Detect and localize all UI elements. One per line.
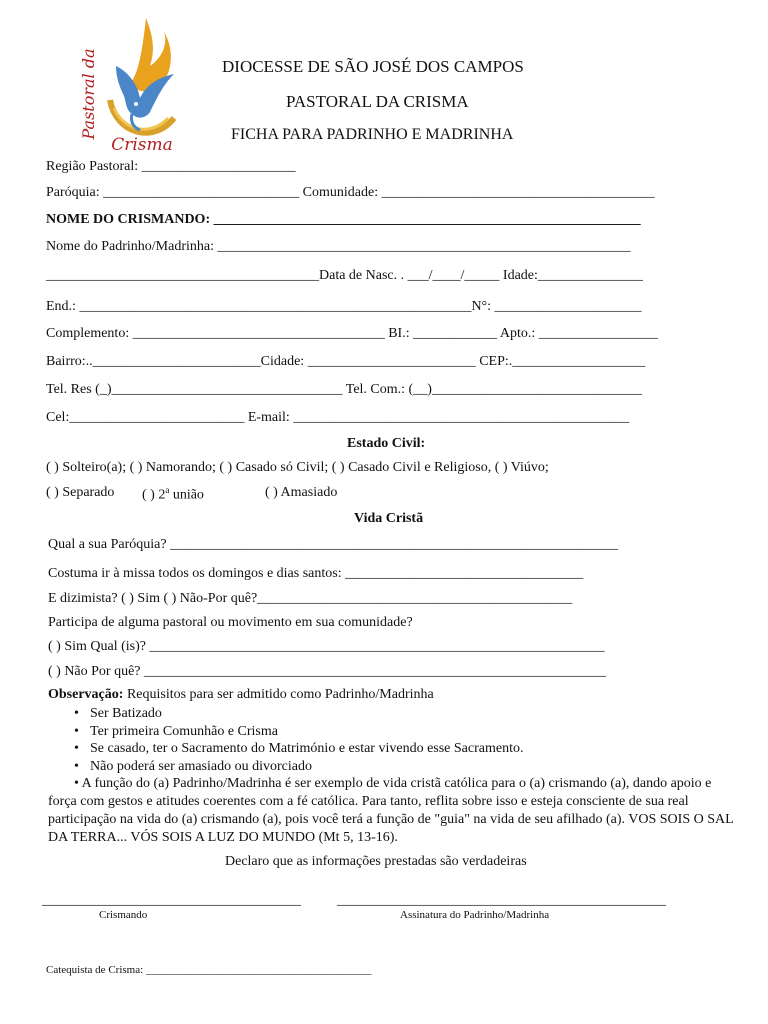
diocese-title: DIOCESSE DE SÃO JOSÉ DOS CAMPOS xyxy=(222,57,524,76)
pastoral-title: PASTORAL DA CRISMA xyxy=(286,92,469,111)
participa-sim-field[interactable]: ( ) Sim Qual (is)? _________________________________________________________________ xyxy=(48,639,605,654)
option-separado[interactable]: ( ) Separado xyxy=(46,485,115,500)
padrinho-signature-line[interactable]: _______________________________________________ xyxy=(337,893,666,908)
nome-crismando-field[interactable]: NOME DO CRISMANDO: _____________________________________________________________ xyxy=(46,212,641,227)
data-nasc-idade-field[interactable]: _______________________________________Data de Nasc. . ___/____/_____ Idade:_______________ xyxy=(46,268,643,283)
catequista-field[interactable]: Catequista de Crisma: _________________________________________ xyxy=(46,964,372,976)
list-item: • Se casado, ter o Sacramento do Matrimónio e estar vivendo esse Sacramento. xyxy=(66,740,523,758)
participa-nao-field[interactable]: ( ) Não Por quê? __________________________________________________________________ xyxy=(48,664,607,679)
endereco-field[interactable]: End.: ________________________________________________________N°: _____________________ xyxy=(46,299,642,314)
crismando-signature-line[interactable]: _____________________________________ xyxy=(42,893,301,908)
option-amasiado[interactable]: ( ) Amasiado xyxy=(265,485,338,500)
padrinho-signature-label: Assinatura do Padrinho/Madrinha xyxy=(400,909,550,921)
pastoral-crisma-logo xyxy=(76,14,194,154)
paroquia-comunidade-field[interactable]: Paróquia: ____________________________ Comunidade: _______________________________________ xyxy=(46,185,655,200)
vida-crista-heading: Vida Cristã xyxy=(354,511,424,526)
list-item: • Ter primeira Comunhão e Crisma xyxy=(66,723,523,741)
nome-padrinho-field[interactable]: Nome do Padrinho/Madrinha: ___________________________________________________________ xyxy=(46,239,631,254)
telefones-field[interactable]: Tel. Res (_)_________________________________ Tel. Com.: (__)______________________________ xyxy=(46,382,642,397)
cel-email-field[interactable]: Cel:_________________________ E-mail: ________________________________________________ xyxy=(46,410,630,425)
participa-pastoral-question: Participa de alguma pastoral ou movimento em sua comunidade? xyxy=(48,615,413,630)
funcao-padrinho-paragraph: • A função do (a) Padrinho/Madrinha é ser exemplo de vida cristã católica para o (a) crismando (a), dando apoio e força com gestos e atitudes coerentes com a fé católica. Para tanto, reflita sobre isso e esteja consciente de sua real participação na vida do (a) crismando (a), pois você terá a função de "guia" na vida de seu afilhado (a). VOS SOIS O SAL DA TERRA... VÓS SOIS A LUZ DO MUNDO (Mt 5, 13-16). xyxy=(48,776,734,845)
list-item: • Ser Batizado xyxy=(66,705,523,723)
qual-paroquia-field[interactable]: Qual a sua Paróquia? ________________________________________________________________ xyxy=(48,537,619,552)
dove-logo-icon xyxy=(76,14,194,154)
observacao-intro: Observação: Requisitos para ser admitido como Padrinho/Madrinha xyxy=(48,687,434,702)
ficha-title: FICHA PARA PADRINHO E MADRINHA xyxy=(231,126,514,143)
dizimista-field[interactable]: E dizimista? ( ) Sim ( ) Não-Por quê?_____________________________________________ xyxy=(48,591,573,606)
complemento-field[interactable]: Complemento: ____________________________________ BI.: ____________ Apto.: _________________ xyxy=(46,326,658,341)
estado-civil-options-row1[interactable]: ( ) Solteiro(a); ( ) Namorando; ( ) Casado só Civil; ( ) Casado Civil e Religioso, ( ) Viúvo; xyxy=(46,460,549,475)
missa-field[interactable]: Costuma ir à missa todos os domingos e dias santos: __________________________________ xyxy=(48,566,584,581)
regiao-field[interactable]: Região Pastoral: ______________________ xyxy=(46,159,296,174)
list-item: • Não poderá ser amasiado ou divorciado xyxy=(66,758,523,776)
requisitos-list xyxy=(66,705,523,775)
crismando-signature-label: Crismando xyxy=(99,909,148,921)
declaracao-text: Declaro que as informações prestadas são verdadeiras xyxy=(225,854,527,869)
estado-civil-heading: Estado Civil: xyxy=(347,436,426,451)
bairro-cidade-cep-field[interactable]: Bairro:..________________________Cidade: ________________________ CEP:.___________________ xyxy=(46,354,646,369)
option-segunda-uniao[interactable]: ( ) 2$^a$ união xyxy=(142,485,204,503)
svg-text:Pastoral da: Pastoral da xyxy=(79,48,98,140)
svg-text:Crisma: Crisma xyxy=(111,135,173,154)
